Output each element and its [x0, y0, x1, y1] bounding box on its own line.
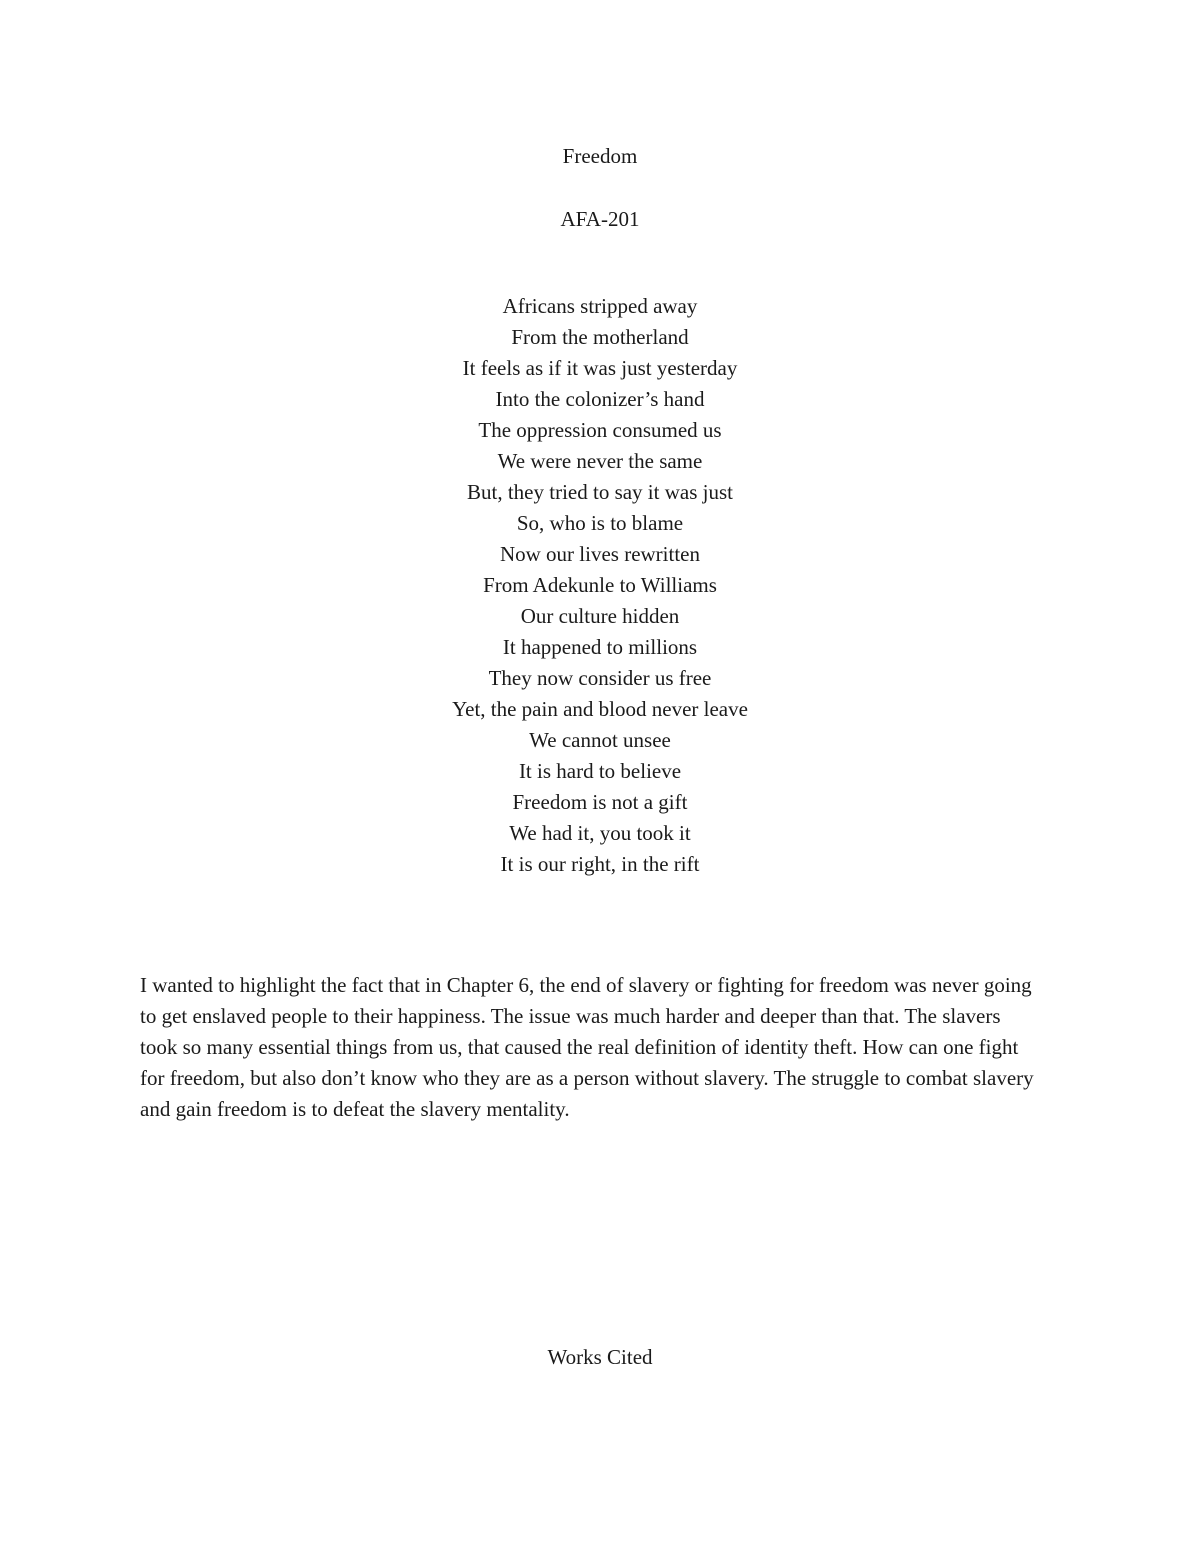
poem: [0, 291, 1200, 880]
poem-line: Into the colonizer’s hand: [495, 387, 705, 411]
poem-line: We cannot unsee: [529, 728, 671, 752]
poem-line: It happened to millions: [502, 635, 698, 659]
poem-line: We were never the same: [497, 449, 703, 473]
poem-line: They now consider us free: [488, 666, 712, 690]
course-code: AFA-201: [560, 207, 640, 231]
poem-line: But, they tried to say it was just: [467, 480, 733, 504]
poem-line: Our culture hidden: [520, 604, 680, 628]
poem-line: Freedom is not a gift: [512, 790, 688, 814]
poem-line: So, who is to blame: [516, 511, 684, 535]
poem-line: The oppression consumed us: [478, 418, 722, 442]
document-title: Freedom: [562, 144, 638, 168]
poem-line: Now our lives rewritten: [499, 542, 701, 566]
poem-line: From the motherland: [511, 325, 689, 349]
poem-line: From Adekunle to Williams: [483, 573, 717, 597]
poem-line: Yet, the pain and blood never leave: [452, 697, 748, 721]
poem-line: Africans stripped away: [502, 294, 698, 318]
reflection-paragraph: I wanted to highlight the fact that in Chapter 6, the end of slavery or fighting for freedom was never going to get enslaved people to their happiness. The issue was much harder and deeper than that. The slavers took so many essential things from us, that caused the real definition of identity theft. How can one fight for freedom, but also don’t know who they are as a person without slavery. The struggle to combat slavery and gain freedom is to defeat the slavery mentality.: [140, 973, 1034, 1121]
works-cited-heading: Works Cited: [547, 1345, 653, 1369]
poem-line: It is hard to believe: [518, 759, 682, 783]
poem-line: It is our right, in the rift: [500, 852, 700, 876]
poem-line: We had it, you took it: [509, 821, 691, 845]
poem-line: It feels as if it was just yesterday: [462, 356, 738, 380]
